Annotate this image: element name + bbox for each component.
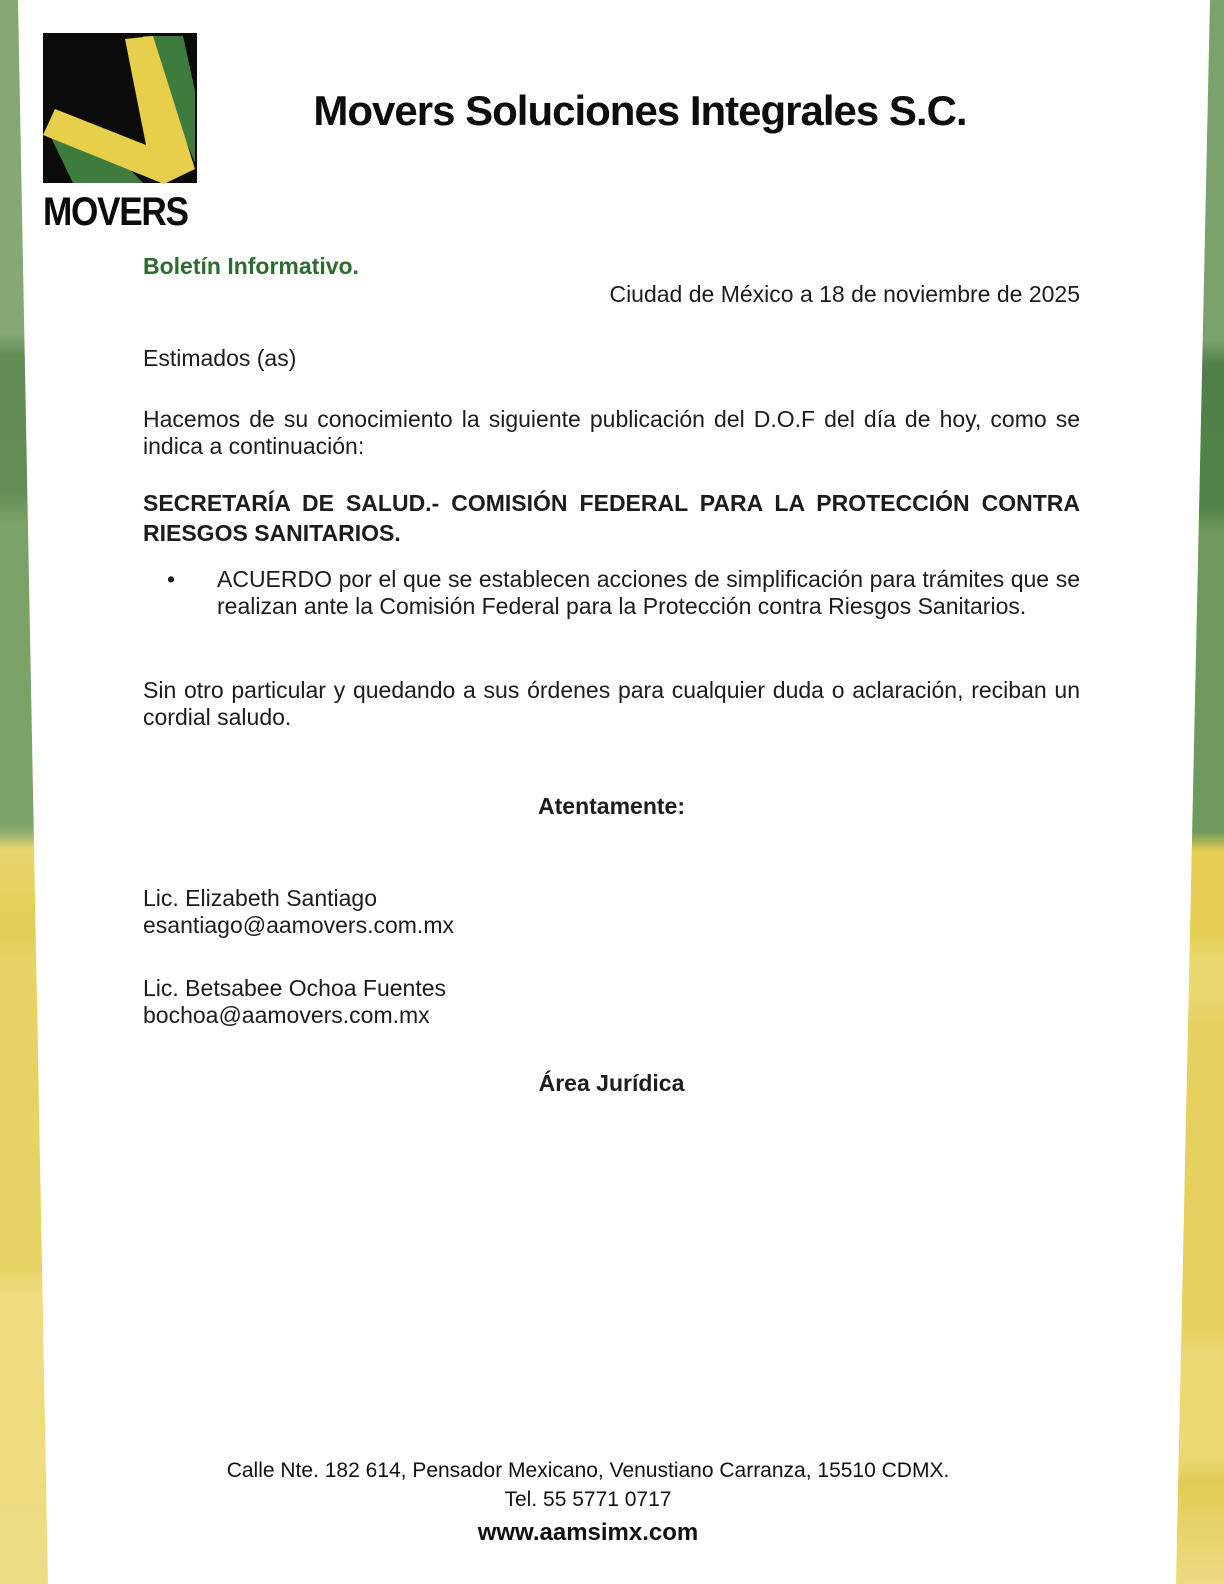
closing-paragraph: Sin otro particular y quedando a sus órdenes para cualquier duda o aclaración, reciban un cordial saludo. xyxy=(143,677,1080,730)
footer-website: www.aamsimx.com xyxy=(477,1519,699,1546)
department-label: Área Jurídica xyxy=(538,1070,685,1096)
signatory-block xyxy=(143,975,1080,1029)
bulletin-label: Boletín Informativo. xyxy=(143,253,359,279)
signatory-name: Lic. Betsabee Ochoa Fuentes xyxy=(143,975,447,1001)
page-title: Movers Soluciones Integrales S.C. xyxy=(313,87,967,134)
movers-logo-icon xyxy=(43,33,197,189)
section-heading: SECRETARÍA DE SALUD.- COMISIÓN FEDERAL PARA LA PROTECCIÓN CONTRA RIESGOS SANITARIOS. xyxy=(143,490,1080,546)
list-item-text: ACUERDO por el que se establecen acciones de simplificación para trámites que se realizan ante la Comisión Federal para la Protección contra Riesgos Sanitarios. xyxy=(217,566,1080,619)
footer-address: Calle Nte. 182 614, Pensador Mexicano, Venustiano Carranza, 15510 CDMX. xyxy=(226,1459,950,1482)
salutation: Estimados (as) xyxy=(143,345,297,371)
date-line: Ciudad de México a 18 de noviembre de 2025 xyxy=(609,281,1080,307)
signatory-name: Lic. Elizabeth Santiago xyxy=(143,885,377,911)
signatory-block xyxy=(143,885,1080,939)
left-border-stripe xyxy=(0,0,48,1584)
right-border-stripe xyxy=(1176,0,1224,1584)
signatory-email: esantiago@aamovers.com.mx xyxy=(143,912,454,938)
list-item xyxy=(143,566,1080,620)
signoff: Atentamente: xyxy=(538,793,685,819)
footer-phone: Tel. 55 5771 0717 xyxy=(504,1488,672,1511)
bullet-icon: • xyxy=(167,566,176,592)
signatory-email: bochoa@aamovers.com.mx xyxy=(143,1002,430,1028)
company-logo xyxy=(43,33,197,232)
logo-wordmark: MOVERS xyxy=(43,190,188,234)
intro-paragraph: Hacemos de su conocimiento la siguiente publicación del D.O.F del día de hoy, como se indica a continuación: xyxy=(143,406,1080,459)
